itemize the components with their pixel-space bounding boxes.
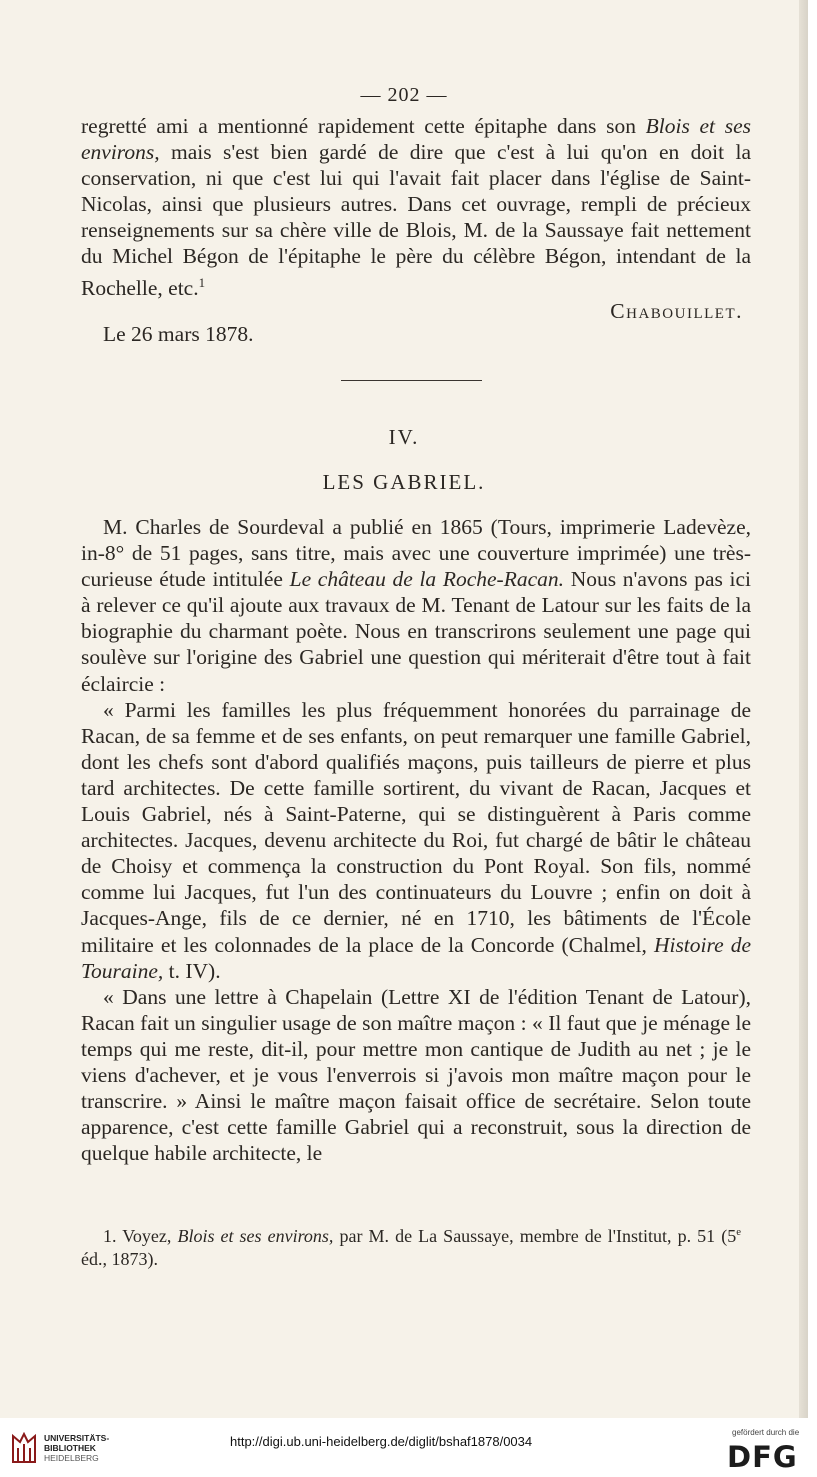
- superscript: 1: [198, 275, 206, 290]
- section-title: LES GABRIEL.: [322, 470, 486, 494]
- superscript: e: [736, 1226, 742, 1238]
- viewer-footer: [0, 1418, 817, 1477]
- page-number: — 202 —: [360, 84, 448, 106]
- dfg-logo[interactable]: DFG: [727, 1440, 798, 1474]
- date-line: Le 26 mars 1878.: [103, 321, 254, 346]
- library-logo[interactable]: [10, 1432, 109, 1464]
- paragraph-sourdeval: M. Charles de Sourdeval a publié en 1865 (Tours, imprimerie Ladevèze, in-8° de 51 pages, sans titre, mais avec une couverture imprimée) une très-curieuse étude intitulée Le château de la Roche-Racan. Nous n'avons pas ici à relever ce qu'il ajoute aux travaux de M. Tenant de Latour sur les faits de la biographie du charmant poète. Nous en transcrirons seulement une page qui soulève sur l'origine des Gabriel une question qui mériterait d'être tout à fait éclaircie :: [81, 515, 751, 696]
- paragraph-parrainage: « Parmi les familles les plus fréquemment honorées du parrainage de Racan, de sa femme et de ses enfants, on peut remarquer une famille Gabriel, dont les chefs sont d'abord qualifiés maçons, puis tailleurs de pierre et plus tard architectes. De cette famille sortirent, du vivant de Racan, Jacques et Louis Gabriel, nés à Saint-Paterne, qui se distinguèrent à Paris comme architectes. Jacques, devenu architecte du Roi, fut chargé de bâtir le château de Choisy et commença la construction du Pont Royal. Son fils, nommé comme lui Jacques, fut l'un des continuateurs du Louvre ; enfin on doit à Jacques-Ange, fils de ce dernier, né en 1710, les bâtiments de l'École militaire et les colonnades de la place de la Concorde (Chalmel, Histoire de Touraine, t. IV).: [81, 697, 752, 983]
- section-number: IV.: [388, 425, 420, 449]
- footnote-text: 1. Voyez, Blois et ses environs, par M. de La Saussaye, membre de l'Institut, p. 51 (5e éd., 1873).: [81, 1226, 742, 1269]
- paragraph-epitaph: regretté ami a mentionné rapidement cette épitaphe dans son Blois et ses environs, mais s'est bien gardé de dire que c'est à lui qu'on en doit la conservation, ni que c'est lui qui l'avait fait placer dans l'église de Saint-Nicolas, ainsi que plusieurs autres. Dans cet ouvrage, rempli de précieux renseignements sur sa chère ville de Blois, M. de la Saussaye fait nettement du Michel Bégon de l'épitaphe le père du célèbre Bégon, intendant de la Rochelle, etc.$^1$: [81, 114, 751, 300]
- library-seal-icon: [10, 1432, 38, 1464]
- library-name-line1: UNIVERSITÄTS-: [44, 1433, 110, 1443]
- funding-caption: gefördert durch die: [732, 1428, 800, 1437]
- signature: Chabouillet.: [610, 298, 743, 323]
- italic-span: Blois et ses environs,: [177, 1226, 334, 1246]
- footnote: [81, 1221, 741, 1271]
- italic-span: Histoire de Touraine,: [81, 932, 752, 983]
- library-name-line2: BIBLIOTHEK: [44, 1443, 96, 1453]
- paragraph-chapelain: « Dans une lettre à Chapelain (Lettre XI de l'édition Tenant de Latour), Racan fait un singulier usage de son maître maçon : « Il faut que je ménage le temps qui me reste, dit-il, pour mettre mon cantique de Judith au net ; je le viens d'achever, et je vous l'enverrois si j'avois mon maître maçon pour le transcrire. » Ainsi le maître maçon faisait office de secrétaire. Selon toute apparence, c'est cette famille Gabriel qui a reconstruit, sous la direction de quelque habile architecte, le: [81, 984, 751, 1166]
- page-edge: [799, 0, 808, 1418]
- text-block-main: [81, 514, 751, 1166]
- text-block-top: [81, 113, 751, 347]
- permalink-url[interactable]: http://digi.ub.uni-heidelberg.de/diglit/bshaf1878/0034: [230, 1434, 533, 1449]
- italic-span: Blois et ses environs,: [81, 114, 751, 165]
- section-divider: [341, 380, 482, 381]
- italic-span: Le château de la Roche-Racan.: [289, 567, 565, 592]
- library-name-line3: HEIDELBERG: [44, 1453, 99, 1463]
